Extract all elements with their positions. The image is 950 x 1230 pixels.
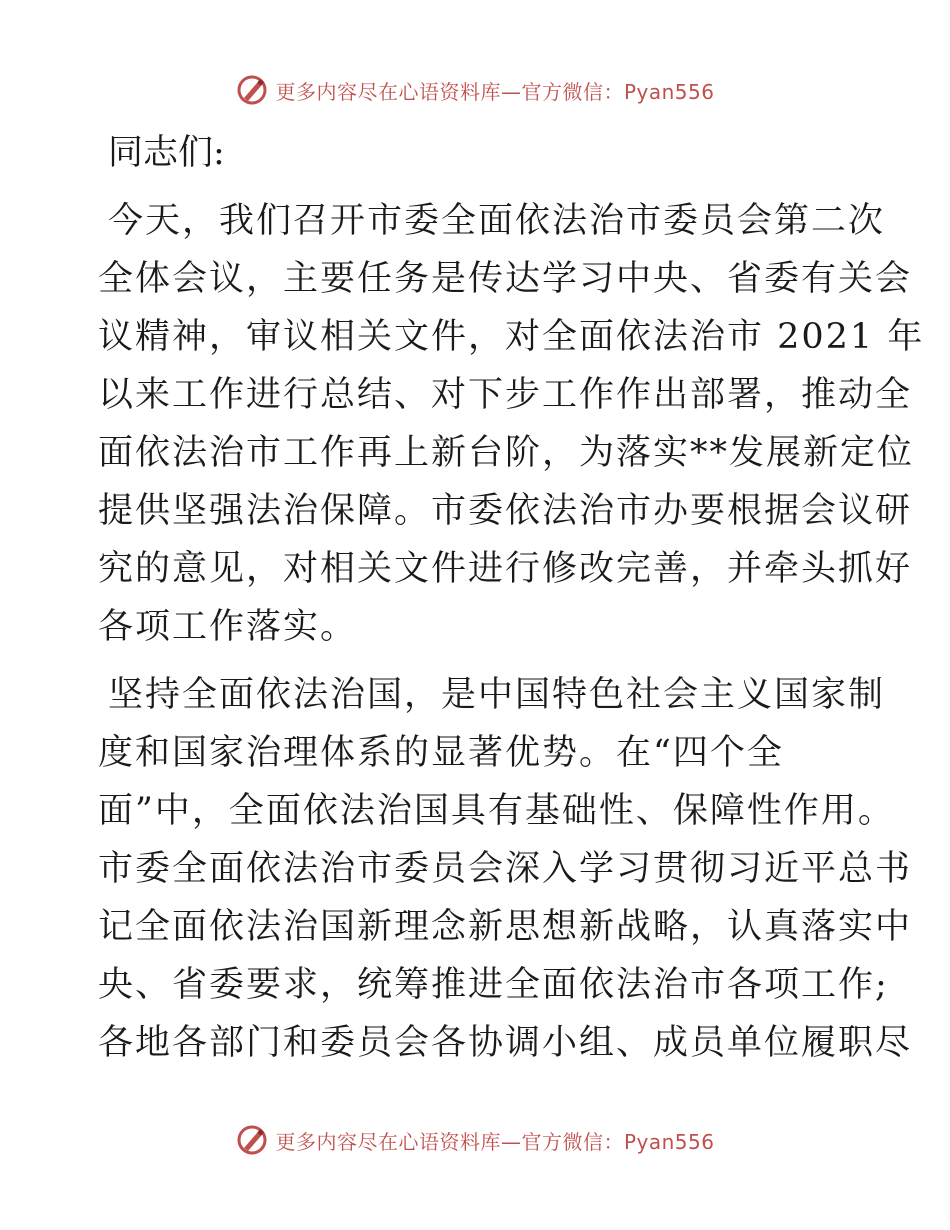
text-line: 究的意见，对相关文件进行修改完善，并牵头抓好 xyxy=(98,549,913,589)
text-line: 今天，我们召开市委全面依法治市委员会第二次 xyxy=(108,201,886,241)
banner-text: 更多内容尽在心语资料库—官方微信：Pyan556 xyxy=(275,79,715,104)
text-line: 央、省委要求，统筹推进全面依法治市各项工作; xyxy=(98,965,889,1005)
pen-logo-icon xyxy=(235,73,269,107)
text-line: 议精神，审议相关文件，对全面依法治市 2021 年 xyxy=(98,317,925,357)
salutation: 同志们: xyxy=(108,133,225,173)
text-line: 各项工作落实。 xyxy=(98,607,358,647)
footer-banner xyxy=(0,1120,950,1160)
text-line: 提供坚强法治保障。市委依法治市办要根据会议研 xyxy=(98,491,913,531)
text-line: 坚持全面依法治国，是中国特色社会主义国家制 xyxy=(108,675,886,715)
header-banner xyxy=(0,70,950,110)
text-line: 全体会议，主要任务是传达学习中央、省委有关会 xyxy=(98,259,913,299)
text-line: 记全面依法治国新理念新思想新战略，认真落实中 xyxy=(98,907,913,947)
text-line: 面依法治市工作再上新台阶，为落实**发展新定位 xyxy=(98,433,915,473)
banner-text: 更多内容尽在心语资料库—官方微信：Pyan556 xyxy=(275,1129,715,1154)
text-line: 市委全面依法治市委员会深入学习贯彻习近平总书 xyxy=(98,849,913,889)
paragraph-2 xyxy=(98,666,913,1072)
document-body xyxy=(98,124,925,1082)
text-line: 度和国家治理体系的显著优势。在“四个全 xyxy=(98,733,784,773)
text-line: 各地各部门和委员会各协调小组、成员单位履职尽 xyxy=(98,1023,913,1063)
text-line: 面”中，全面依法治国具有基础性、保障性作用。 xyxy=(98,791,895,831)
paragraph-1 xyxy=(98,192,925,656)
text-line: 以来工作进行总结、对下步工作作出部署，推动全 xyxy=(98,375,913,415)
pen-logo-icon xyxy=(235,1123,269,1157)
